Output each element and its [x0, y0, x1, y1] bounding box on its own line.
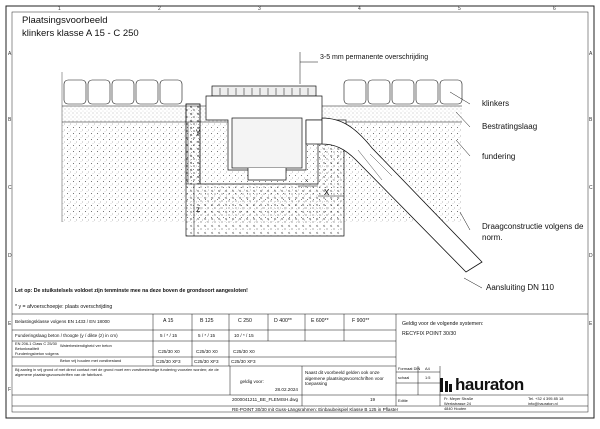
frame-col-6: 6: [553, 6, 556, 12]
side-note-1: Waterbestendigheid ver beton: [60, 343, 112, 348]
address-line-2: Werkstrasse 24: [444, 401, 471, 406]
system-name: RECYFIX POINT 30/30: [402, 331, 457, 337]
long-note: Bij aanleg in vrij grond of met direct contact met de grond moet een vorstbestendige fundering voorzien worden; zie de algemene plaatsingsvoorschriften van de fabrikant.: [15, 367, 219, 377]
dimension-x-label: X: [324, 188, 330, 197]
frame-col-2: 2: [158, 6, 161, 12]
class-d400: D 400**: [274, 318, 292, 324]
scale-label: schaal: [398, 375, 410, 380]
logo-wordmark: hauraton: [455, 375, 524, 394]
pavers-left: [64, 80, 182, 104]
row3-b125: C25/30 XF3: [194, 359, 219, 364]
general-note: Naast dit voorbeeld gelden ook onze algemene plaatsingsvoorschriften voor toepassing: [305, 370, 384, 387]
contact-phone: Tel. +32 4 395 85 18: [528, 396, 564, 401]
frame-row-b: B: [8, 117, 12, 123]
format-label: Formaat DIN: [398, 366, 421, 371]
address-line-1: Fr. Meyer Straße: [444, 396, 474, 401]
pavers-callout: klinkers: [482, 99, 510, 108]
row-label-2: Betonkwaliteit: [15, 346, 40, 351]
format-value: A4: [425, 366, 430, 371]
pavers-right: [344, 80, 462, 104]
support-callout-line-1: Draagconstructie volgens de: [482, 222, 584, 231]
load-class-header: Belastingsklasse volgens EN 1433 / EN 18000: [15, 319, 110, 324]
class-c250: C 250: [238, 318, 252, 324]
frame-row-c: C: [8, 185, 12, 191]
row3-c250: C25/30 XF3: [231, 359, 256, 364]
validity-date: 28.02.2024: [275, 387, 298, 392]
frame-row-b-right: B: [589, 117, 593, 123]
logo-mark-icon: [440, 378, 452, 392]
title-line-2: klinkers klasse A 15 - C 250: [22, 28, 139, 39]
drawing-number: 2000041211_BE_FLEMISH.dwg: [232, 397, 299, 402]
row1-b125: 5 / * / 15: [198, 333, 216, 338]
dimension-z-label: z: [196, 205, 200, 214]
row2-c250: C25/30 X0: [233, 349, 255, 354]
class-b125: B 125: [200, 318, 214, 324]
frame-col-5: 5: [458, 6, 461, 12]
frame-row-a: A: [8, 51, 12, 57]
footer-text: RE-POINT 30/30 mit Guss-Längsrahmen: Einbaubeispiel Klasse B 125 in Pflaster: [232, 407, 399, 412]
row2-b125: C25/30 X0: [196, 349, 218, 354]
system-title: Geldig voor de volgende systemen:: [402, 321, 484, 327]
frame-row-c-right: C: [589, 185, 593, 191]
foundation-header: Funderingslaag beton / thoogte (y / dikte (z) in cm): [15, 333, 118, 338]
scale-value: 1:5: [425, 375, 431, 380]
title-line-1: Plaatsingsvoorbeeld: [22, 15, 108, 26]
footnote: * y = afvoerschoepje: plaats overschrijding: [15, 304, 113, 310]
class-a15: A 15: [163, 318, 174, 324]
bedding-callout: Bestratingslaag: [482, 122, 538, 131]
frame-row-f: F: [8, 387, 12, 393]
row2-a15: C25/30 X0: [158, 349, 180, 354]
contact-email: info@hauraton.nl: [528, 401, 558, 406]
hauraton-logo: [440, 374, 524, 396]
frame-col-4: 4: [358, 6, 361, 12]
validity-label: geldig voor:: [240, 379, 264, 384]
frame-col-1: 1: [58, 6, 61, 12]
frame-row-d-right: D: [589, 253, 593, 259]
row-label-3: Funderingsbeton volgens: [15, 351, 59, 356]
frame-row-d: D: [8, 253, 12, 259]
class-f900: F 900**: [352, 318, 370, 324]
frame-row-a-right: A: [589, 51, 593, 57]
edition-label: Editie: [398, 398, 408, 403]
frame-col-3: 3: [258, 6, 261, 12]
sheet-number: 19: [370, 397, 376, 402]
address-line-3: 4840 Houten: [444, 406, 467, 411]
dimension-x-small-label: X: [305, 178, 309, 183]
row-label-1: EN 206-1 Class C 25/30: [15, 341, 57, 346]
dimension-y-label: y: [196, 127, 200, 136]
frame-row-e: E: [8, 321, 12, 327]
support-callout-line-2: norm.: [482, 233, 503, 242]
side-note-2: Beton vrij houden met vorstbestand: [60, 358, 122, 363]
row3-a15: C25/30 XF3: [156, 359, 181, 364]
frame-row-e-right: E: [589, 321, 593, 327]
warning-note: Let op: De stuikstelsels voldoet zijn tenminste mee na deze boven de grondsoort aangesloten!: [15, 288, 248, 294]
tolerance-callout: 3-5 mm permanente overschrijding: [320, 54, 429, 61]
foundation-callout: fundering: [482, 152, 516, 161]
row1-c250: 10 / * / 15: [234, 333, 254, 338]
class-e600: E 600**: [311, 318, 329, 324]
row1-a15: 5 / * / 15: [160, 333, 178, 338]
connection-callout: Aansluiting DN 110: [486, 283, 554, 292]
